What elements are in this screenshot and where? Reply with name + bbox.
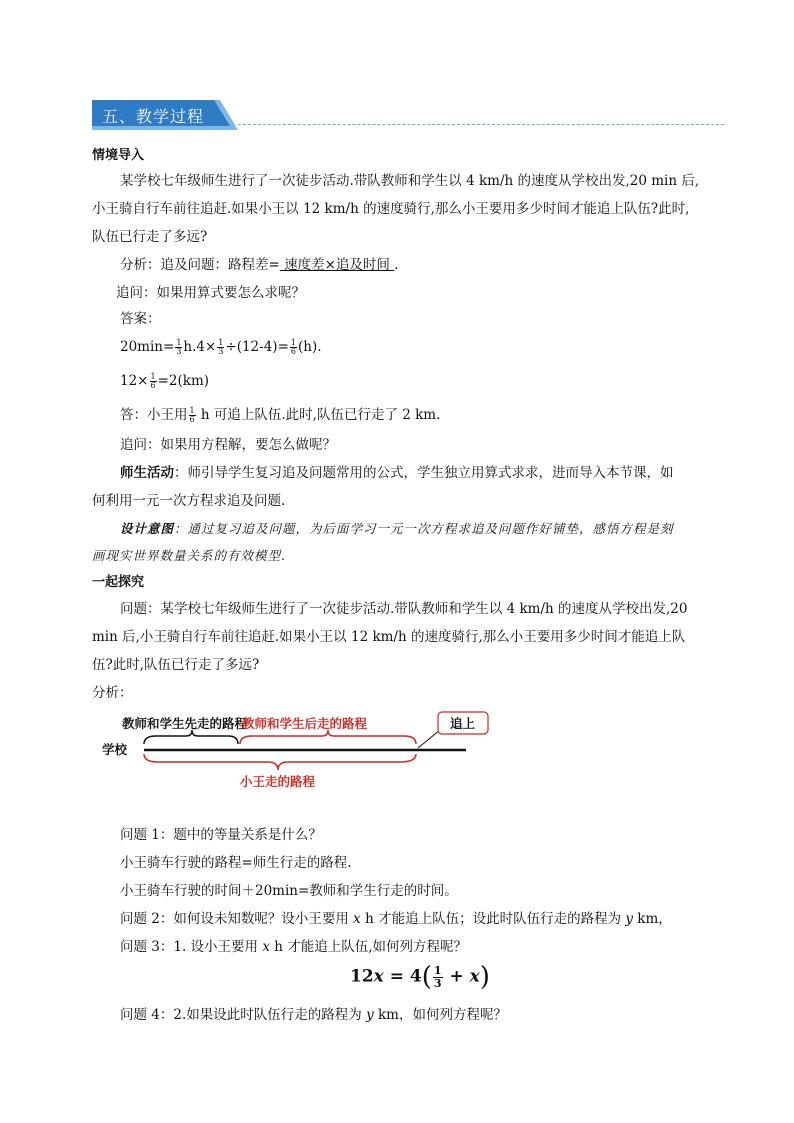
- equation: [350, 962, 490, 992]
- fraction-one-third: [175, 339, 182, 356]
- activity-line-2: 何利用一元一次方程求追及问题.: [92, 493, 286, 509]
- q2-b: h 才能追上队伍；设此时队伍行走的路程为: [360, 911, 626, 927]
- frac-den: 3: [218, 347, 224, 356]
- frac-den: 3: [176, 347, 182, 356]
- label-after-walk: 教师和学生后走的路程: [242, 716, 368, 731]
- design-text: ：通过复习追及问题，为后面学习一元一次方程求追及问题作好铺垫，感悟方程是刻: [174, 521, 674, 536]
- analysis-answer: 速度差×追及时间: [279, 257, 395, 273]
- question-equation: 追问：如果用方程解，要怎么做呢？: [120, 437, 336, 453]
- eq-var-x: x: [373, 966, 384, 987]
- label-catch-up: 追上: [450, 716, 476, 731]
- banner-dashed-divider: [238, 124, 724, 125]
- heading-explore: 一起探究: [92, 575, 145, 590]
- calc-line-1: [120, 338, 322, 356]
- question-arithmetic: 追问：如果用算式要怎么求呢？: [116, 285, 305, 301]
- eq-paren-close: ): [479, 962, 490, 992]
- frac-den: 6: [290, 347, 296, 356]
- frac-num: 1: [150, 372, 156, 381]
- section-banner: [92, 100, 238, 130]
- q4-b: km，如何列方程呢？: [373, 1007, 507, 1023]
- q3-b: h 才能追上队伍,如何列方程呢？: [269, 939, 468, 955]
- problem-line-1: 问题：某学校七年级师生进行了一次徒步活动.带队教师和学生以 4 km/h 的速度从学校出发,20: [120, 601, 688, 617]
- frac-den: 3: [433, 976, 442, 990]
- label-school: 学校: [102, 742, 128, 757]
- eq-var-x-2: x: [469, 966, 480, 987]
- frac-num: 1: [290, 338, 296, 347]
- calc1-c: ÷(12-4)=: [225, 339, 289, 355]
- calc2-a: 12×: [120, 373, 149, 389]
- frac-num: 1: [218, 338, 224, 347]
- design-label: 设计意图: [120, 521, 175, 536]
- frac-num: 1: [189, 406, 195, 415]
- fraction-one-sixth: [290, 339, 297, 356]
- analysis-line: [120, 256, 399, 274]
- activity-label: 师生活动: [120, 465, 174, 481]
- analysis-prefix: 分析：追及问题：路程差=: [120, 257, 280, 273]
- intro-line-1: 某学校七年级师生进行了一次徒步活动.带队教师和学生以 4 km/h 的速度从学校出发,20 min 后,: [120, 173, 700, 189]
- route-diagram: [100, 708, 500, 796]
- analysis-suffix: .: [394, 257, 399, 273]
- var-x: x: [262, 939, 270, 955]
- calc-line-2: [120, 372, 209, 390]
- relation-1: 小王骑车行驶的路程=师生行走的路程.: [120, 855, 352, 871]
- calc2-b: =2(km): [157, 373, 210, 389]
- q2-c: km，: [633, 911, 672, 927]
- question-3: [120, 938, 467, 956]
- question-4: [120, 1006, 507, 1024]
- calc1-a: 20min=: [120, 339, 175, 355]
- frac-den: 6: [189, 415, 195, 424]
- ans-b: h 可追上队伍.此时,队伍已行走了 2 km.: [196, 407, 441, 423]
- activity-text: ：师引导学生复习追及问题常用的公式，学生独立用算式求求，进而导入本节课，如: [174, 465, 674, 481]
- var-y: y: [625, 911, 634, 927]
- design-line-2: 画现实世界数量关系的有效模型.: [92, 548, 286, 563]
- q3-a: 问题 3：1. 设小王要用: [120, 939, 263, 955]
- question-2: [120, 910, 672, 928]
- label-first-walk: 教师和学生先走的路程: [122, 716, 248, 731]
- relation-2: 小王骑车行驶的时间＋20min=教师和学生行走的时间。: [120, 883, 458, 899]
- brace-xiaowang: [144, 754, 416, 770]
- q4-a: 问题 4：2.如果设此时队伍行走的路程为: [120, 1007, 367, 1023]
- answer-label: 答案：: [120, 311, 161, 327]
- intro-line-3: 队伍已行走了多远?: [92, 229, 208, 245]
- design-line-1: [120, 520, 674, 538]
- eq-mid: = 4: [383, 966, 422, 987]
- fraction-one-sixth-2: [150, 373, 157, 390]
- eq-plus: +: [443, 966, 470, 987]
- var-y: y: [366, 1007, 374, 1023]
- calc1-b: h.4×: [183, 339, 217, 355]
- frac-den: 6: [150, 381, 156, 390]
- question-1: 问题 1：题中的等量关系是什么？: [120, 827, 322, 843]
- problem-line-3: 伍?此时,队伍已行走了多远?: [92, 657, 260, 673]
- label-xiaowang-route: 小王走的路程: [240, 774, 316, 789]
- frac-num: 1: [433, 963, 442, 977]
- heading-intro: 情境导入: [92, 148, 145, 163]
- fraction-one-sixth-3: [189, 407, 196, 424]
- catch-pointer: [418, 730, 440, 748]
- problem-line-2: min 后,小王骑自行车前往追赶.如果小王以 12 km/h 的速度骑行,那么小王要用多少时间才能追上队: [92, 629, 686, 645]
- var-x: x: [353, 911, 361, 927]
- intro-line-2: 小王骑自行车前往追赶.如果小王以 12 km/h 的速度骑行,那么小王要用多少时间才能追上队伍?此时,: [92, 201, 690, 217]
- eq-fraction: [433, 965, 443, 990]
- frac-num: 1: [176, 338, 182, 347]
- eq-paren-open: (: [421, 962, 432, 992]
- eq-left: 12: [350, 966, 374, 987]
- calc1-d: (h).: [297, 339, 322, 355]
- answer-line: [120, 406, 440, 424]
- analysis-2-label: 分析：: [92, 685, 133, 701]
- q2-a: 问题 2：如何设未知数呢？设小王要用: [120, 911, 354, 927]
- activity-line-1: [120, 464, 674, 482]
- fraction-one-third-2: [217, 339, 224, 356]
- section-title: 五、教学过程: [102, 107, 205, 126]
- ans-a: 答：小王用: [120, 407, 188, 423]
